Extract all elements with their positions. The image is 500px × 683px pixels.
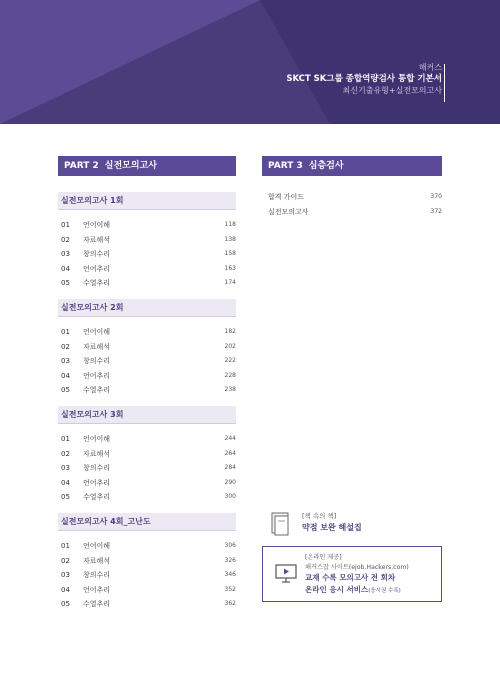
part2-header <box>58 156 236 176</box>
toc-row[interactable] <box>58 369 236 384</box>
toc-row[interactable] <box>58 597 236 612</box>
row-page: 284 <box>224 464 236 472</box>
row-number: 01 <box>61 435 70 443</box>
row-page: 362 <box>224 600 236 608</box>
row-number: 01 <box>61 328 70 336</box>
row-number: 05 <box>61 600 70 609</box>
book-info <box>286 62 442 96</box>
row-title: 언어추리 <box>83 478 111 487</box>
online-promo-note: (응시권 수록) <box>368 588 401 594</box>
online-promo-tag: [온라인 제공] <box>305 554 342 561</box>
row-number: 01 <box>61 221 70 229</box>
book-promo <box>262 508 442 542</box>
banner-rule <box>444 64 445 102</box>
online-promo-line1: 교재 수록 모의고사 전 회차 <box>305 573 396 582</box>
row-title: 수열추리 <box>83 279 111 288</box>
toc-row[interactable] <box>58 262 236 277</box>
book-subtitle: 최신기출유형+실전모의고사 <box>342 86 442 95</box>
row-page: 202 <box>224 342 236 350</box>
row-number: 03 <box>61 250 70 259</box>
online-promo-line2-text: 온라인 응시 서비스 <box>305 585 369 594</box>
part3-header <box>262 156 442 176</box>
row-page: 300 <box>224 493 236 501</box>
toc-section-4 <box>58 513 236 612</box>
row-title: 언어추리 <box>83 585 111 594</box>
toc-row[interactable] <box>58 539 236 554</box>
row-title: 자료해석 <box>83 342 111 351</box>
row-number: 03 <box>61 464 70 473</box>
row-title: 창의수리 <box>83 464 111 473</box>
row-number: 02 <box>61 556 70 565</box>
online-promo-text <box>305 553 409 597</box>
row-number: 02 <box>61 235 70 244</box>
row-number: 04 <box>61 371 70 380</box>
row-title: 언어이해 <box>83 328 111 336</box>
row-number: 04 <box>61 585 70 594</box>
row-title: 자료해석 <box>83 235 111 244</box>
toc-row[interactable] <box>58 325 236 340</box>
row-page: 290 <box>224 478 236 486</box>
row-title: 자료해석 <box>83 556 111 565</box>
toc-row[interactable] <box>58 490 236 505</box>
toc-section-3 <box>58 406 236 505</box>
row-title: 창의수리 <box>83 250 111 259</box>
toc-row[interactable] <box>58 383 236 398</box>
toc-row[interactable] <box>58 354 236 369</box>
row-number: 01 <box>61 542 70 550</box>
row-page: 264 <box>224 449 236 457</box>
row-page: 174 <box>224 279 236 287</box>
row-page: 118 <box>224 221 236 228</box>
book-promo-title: 약점 보완 해설집 <box>302 523 362 532</box>
row-page: 182 <box>224 328 236 335</box>
row-title: 수열추리 <box>83 493 111 502</box>
toc-row[interactable] <box>58 583 236 598</box>
row-number: 05 <box>61 493 70 502</box>
toc-section-2 <box>58 299 236 398</box>
section-title: 실전모의고사 3회 <box>58 406 236 424</box>
section-title: 실전모의고사 4회_고난도 <box>58 513 236 531</box>
toc-row[interactable] <box>58 476 236 491</box>
row-number: 02 <box>61 342 70 351</box>
toc-row[interactable] <box>58 554 236 569</box>
toc-row[interactable] <box>262 205 442 220</box>
toc-row[interactable] <box>262 190 442 205</box>
row-title: 실전모의고사 <box>268 207 309 216</box>
toc-row[interactable] <box>58 568 236 583</box>
online-promo-line2 <box>305 584 409 597</box>
toc-row[interactable] <box>58 218 236 233</box>
row-page: 222 <box>224 357 236 365</box>
row-page: 138 <box>224 235 236 243</box>
row-number: 05 <box>61 279 70 288</box>
header-banner <box>0 0 500 124</box>
row-title: 창의수리 <box>83 571 111 580</box>
online-promo-site: 해커스잡 사이트(ejob.Hackers.com) <box>305 563 409 571</box>
row-page: 372 <box>430 207 442 215</box>
part3-number: PART 3 <box>268 161 303 171</box>
row-title: 창의수리 <box>83 357 111 366</box>
book-title: SKCT SK그룹 종합역량검사 통합 기본서 <box>286 74 442 84</box>
brand-name: 해커스 <box>418 63 442 72</box>
row-page: 158 <box>224 250 236 258</box>
book-promo-text <box>302 511 362 534</box>
toc-row[interactable] <box>58 461 236 476</box>
row-title: 언어추리 <box>83 371 111 380</box>
book-promo-tag: [책 속의 책] <box>302 512 337 520</box>
row-page: 306 <box>224 542 236 549</box>
toc-row[interactable] <box>58 340 236 355</box>
toc-row[interactable] <box>58 276 236 291</box>
toc-section-1 <box>58 192 236 291</box>
part3-list <box>262 190 442 219</box>
section-title: 실전모의고사 1회 <box>58 192 236 210</box>
row-title: 언어추리 <box>83 264 111 273</box>
row-number: 02 <box>61 449 70 458</box>
row-title: 자료해석 <box>83 449 111 458</box>
row-page: 163 <box>224 264 236 272</box>
toc-row[interactable] <box>58 247 236 262</box>
online-promo <box>262 546 442 602</box>
row-number: 03 <box>61 357 70 366</box>
row-title: 언어이해 <box>83 542 111 550</box>
row-number: 05 <box>61 386 70 395</box>
row-title: 언어이해 <box>83 221 111 229</box>
row-title: 수열추리 <box>83 386 111 395</box>
section-title: 실전모의고사 2회 <box>58 299 236 317</box>
row-page: 244 <box>224 435 236 442</box>
part3-label: 심층검사 <box>308 161 344 171</box>
row-number: 04 <box>61 264 70 273</box>
row-title: 합격 가이드 <box>268 193 305 201</box>
row-page: 228 <box>224 371 236 379</box>
part2-label: 실전모의고사 <box>104 161 157 171</box>
toc-row[interactable] <box>58 447 236 462</box>
row-page: 370 <box>430 193 442 200</box>
row-title: 언어이해 <box>83 435 111 443</box>
row-page: 346 <box>224 571 236 579</box>
toc-row[interactable] <box>58 432 236 447</box>
row-title: 수열추리 <box>83 600 111 609</box>
row-page: 238 <box>224 386 236 394</box>
row-number: 04 <box>61 478 70 487</box>
toc-row[interactable] <box>58 233 236 248</box>
row-page: 352 <box>224 585 236 593</box>
book-icon <box>269 511 293 537</box>
part2-number: PART 2 <box>64 161 99 171</box>
row-number: 03 <box>61 571 70 580</box>
row-page: 326 <box>224 556 236 564</box>
monitor-icon <box>275 564 297 584</box>
